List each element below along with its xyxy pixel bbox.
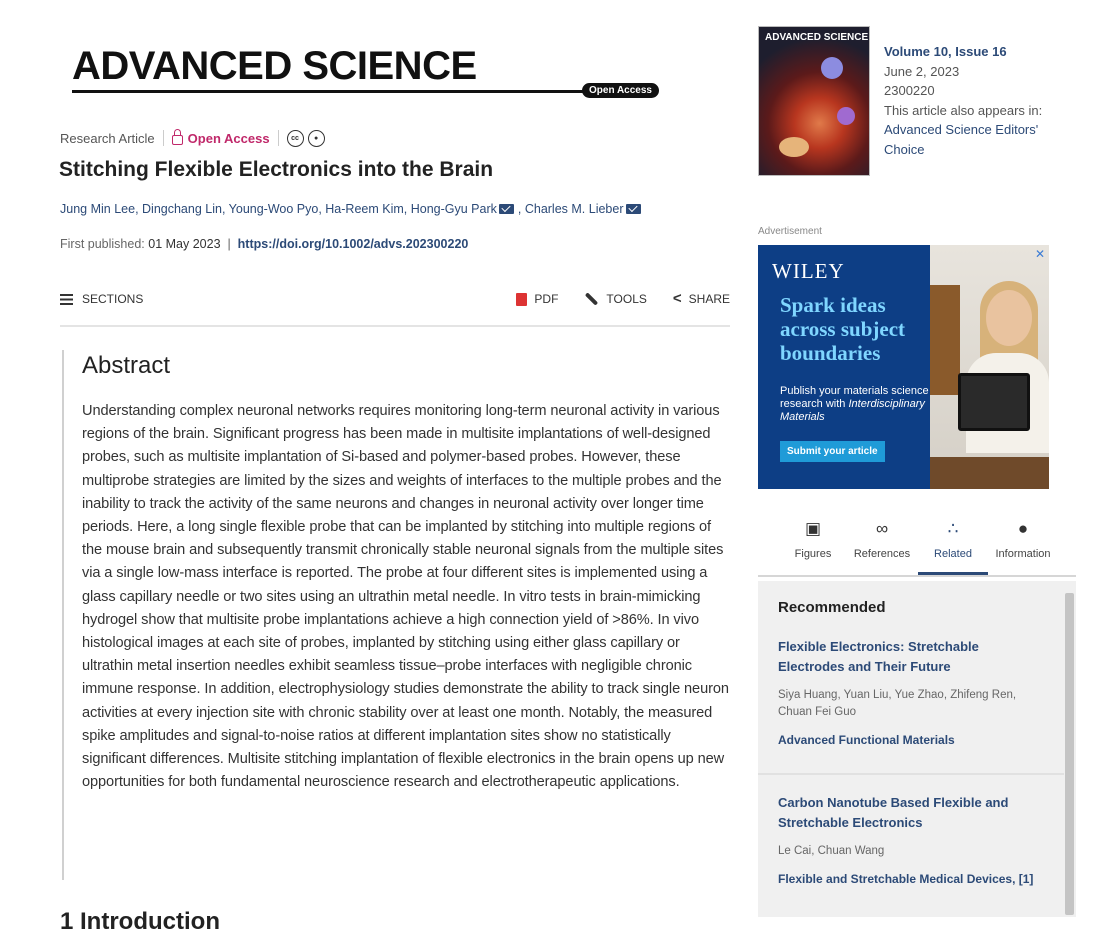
ad-subtext [780, 385, 930, 424]
ad-submit-button[interactable]: Submit your article [780, 441, 885, 462]
recommended-item [778, 637, 1048, 749]
related-icon: ∴ [947, 519, 959, 538]
tab-label: Information [995, 548, 1051, 560]
author-link[interactable]: Hong-Gyu Park [410, 202, 497, 216]
journal-cover-image[interactable] [758, 26, 870, 176]
open-access-text: Open Access [187, 130, 270, 146]
author-link[interactable]: Charles M. Lieber [524, 202, 624, 216]
sections-label: SECTIONS [82, 292, 144, 306]
tab-label: Related [934, 548, 972, 560]
ad-photo-desk [930, 457, 1049, 489]
tab-related[interactable] [918, 518, 988, 560]
recommended-divider [758, 773, 1064, 775]
tab-information[interactable] [988, 518, 1058, 560]
author-link[interactable]: Jung Min Lee [60, 202, 136, 216]
abstract-heading: Abstract [82, 352, 171, 379]
article-title: Stitching Flexible Electronics into the Brain [59, 158, 494, 181]
doi-link[interactable]: https://doi.org/10.1002/advs.202300220 [237, 237, 469, 251]
abstract-side-bar [62, 350, 64, 880]
author-list: Jung Min Lee, Dingchang Lin, Young-Woo Pyo, Ha-Reem Kim, Hong-Gyu Park , Charles M. Lieber [60, 202, 645, 216]
recommended-title-link[interactable]: Carbon Nanotube Based Flexible and Stretchable Electronics [778, 795, 1009, 830]
ad-headline: Spark ideas across subject boundaries [780, 293, 906, 365]
article-toolbar [60, 290, 730, 310]
recommended-heading: Recommended [778, 599, 886, 616]
issue-info [884, 42, 1059, 159]
meta-divider [278, 130, 279, 146]
tab-label: Figures [794, 548, 832, 560]
lock-icon [172, 135, 183, 145]
cover-cell-graphic [821, 57, 843, 79]
recommended-title-link[interactable]: Flexible Electronics: Stretchable Electrodes and Their Future [778, 639, 979, 674]
first-published-date: 01 May 2023 [148, 237, 221, 251]
author-link[interactable]: Ha-Reem Kim [325, 202, 404, 216]
figures-icon: ▣ [804, 519, 822, 538]
creative-commons-icon[interactable]: cc [287, 130, 304, 147]
article-number: 2300220 [884, 83, 935, 98]
share-label: SHARE [688, 292, 730, 306]
ad-brand: WILEY [772, 259, 845, 283]
ad-close-icon[interactable]: ✕ [1034, 247, 1045, 261]
ad-photo-laptop [958, 373, 1030, 431]
issue-date: June 2, 2023 [884, 63, 960, 79]
pdf-icon [516, 293, 527, 306]
tabs-divider [758, 575, 1076, 577]
attribution-icon[interactable]: ● [308, 130, 325, 147]
tab-references[interactable] [847, 518, 917, 560]
advertisement-label: Advertisement [758, 226, 822, 237]
journal-logo-text: ADVANCED SCIENCE [72, 44, 477, 88]
list-icon [60, 294, 73, 305]
meta-divider [163, 130, 164, 146]
journal-logo[interactable] [70, 40, 660, 102]
recommended-journal[interactable]: Flexible and Stretchable Medical Devices, [1] [778, 872, 1034, 886]
recommended-journal[interactable]: Advanced Functional Materials [778, 733, 955, 747]
recommended-scrollbar[interactable] [1065, 593, 1074, 915]
ad-subtext-line: Publish your materials science research with [780, 385, 929, 410]
toolbar-divider [60, 325, 730, 327]
share-icon: < [672, 290, 682, 307]
ad-subtext-journal: Interdisciplinary Materials [780, 398, 925, 423]
share-button[interactable] [673, 292, 730, 306]
first-published-label: First published: [60, 237, 145, 251]
logo-rule [72, 90, 592, 93]
ad-photo-person-head [986, 290, 1032, 346]
pdf-button[interactable] [516, 292, 558, 306]
link-icon: ∞ [875, 519, 889, 538]
article-type: Research Article [60, 130, 155, 146]
cover-title: ADVANCED SCIENCE [765, 32, 869, 43]
sections-button[interactable] [60, 292, 143, 306]
author-link[interactable]: Dingchang Lin [142, 202, 222, 216]
recommended-panel [758, 581, 1076, 917]
email-icon[interactable] [499, 204, 514, 214]
tab-figures[interactable] [778, 518, 848, 560]
open-access-pill: Open Access [582, 83, 659, 98]
recommended-item [778, 793, 1048, 888]
cover-cell-graphic [837, 107, 855, 125]
tools-label: TOOLS [606, 292, 647, 306]
abstract-text: Understanding complex neuronal networks requires monitoring long-term neuronal activity in various regions of the brain. Significant progress has been made in multisite implantations of well-designed probes, such as multisite implantation of Si-based and polymer-based probes. However, these multiprobe strategies are limited by the sizes and weights of interfaces to the multiple probes and the inability to track the activity of the same neurons and changes in neuronal activity over longer time periods. Here, a long single flexible probe that can be implanted by stitching into multiple regions of the mouse brain and subsequently transmit chronically stable neuronal signals from the multiple sites via a single low-mass interface is reported. The probe at four different sites is implemented using a glass capillary needle or two sites using an ultrathin metal needle. In vitro tests in brain-mimicking hydrogel show that multisite probe implantations achieve a high connection yield of >86%. In vivo histological images at each site of probes, implanted by stitching using either glass capillary or ultrathin metal insertion needles exhibit seamless tissue–probe interfaces with negligible chronic immune response. In addition, electrophysiology studies demonstrate the ability to track single neuron activities at every injection site with chronic stability over at least one month. Notably, the measured spike amplitudes and signal-to-noise ratios at different implantation sites show no statistically significant differences. Multisite stitching implantation of flexible electronics in the brain opens up new opportunities for both fundamental neuroscience research and electrotherapeutic applications. [82, 403, 729, 791]
tab-label: References [853, 548, 911, 560]
recommended-authors: Le Cai, Chuan Wang [778, 845, 885, 857]
cover-cell-graphic [779, 137, 809, 157]
open-access-label [172, 131, 270, 146]
tools-button[interactable] [584, 292, 646, 306]
wrench-icon [585, 292, 598, 305]
also-appears-label: This article also appears in: [884, 102, 1043, 118]
ad-photo-shelf [930, 285, 960, 395]
email-icon[interactable] [626, 204, 641, 214]
recommended-authors: Siya Huang, Yuan Liu, Yue Zhao, Zhifeng Ren, Chuan Fei Guo [778, 689, 1017, 718]
sidebar-tabs [758, 518, 1076, 576]
author-link[interactable]: Young-Woo Pyo [228, 202, 319, 216]
pdf-label: PDF [534, 292, 559, 306]
info-icon: ● [1017, 519, 1029, 538]
collection-link[interactable]: Advanced Science Editors' Choice [884, 122, 1039, 157]
section-heading-introduction: 1 Introduction [60, 908, 220, 935]
publication-line: First published: 01 May 2023 | https://doi.org/10.1002/advs.202300220 [60, 237, 469, 251]
volume-issue-link[interactable]: Volume 10, Issue 16 [884, 44, 1007, 59]
advertisement-banner[interactable] [758, 245, 1049, 489]
article-meta-row [60, 128, 329, 148]
